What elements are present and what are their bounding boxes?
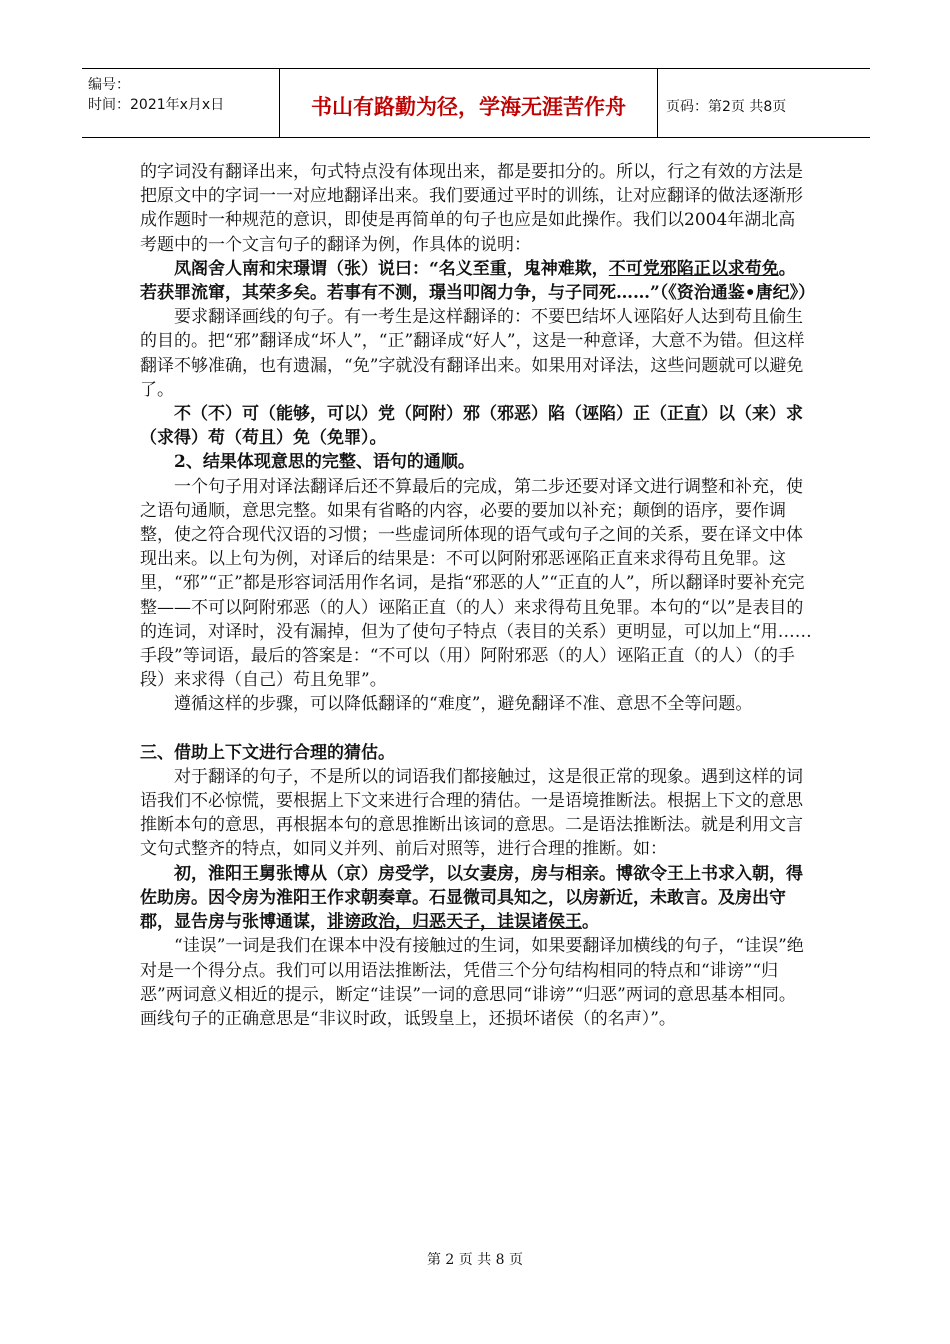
motto-text: 书山有路勤为径，学海无涯苦作舟 — [311, 95, 626, 119]
paragraph: 要求翻译画线的句子。有一考生是这样翻译的：不要巴结坏人诬陷好人达到苟且偷生的目的。把“邪”翻译成“坏人”，“正”翻译成“好人”，这是一种意译，大意不为错。但这样翻译不够准确，也有遗漏，“免”字就没有翻译出来。如果用对译法，这些问题就可以避免了。 — [140, 307, 805, 400]
page-header — [82, 68, 870, 138]
quote-text: 凤阁舍人南和宋璟谓（张）说曰：“名义至重，鬼神难欺， — [174, 258, 609, 279]
quote-passage — [140, 862, 812, 935]
quote-text: 。 — [582, 912, 599, 933]
quote-passage — [140, 257, 816, 305]
header-motto — [280, 69, 658, 137]
underlined-sentence: 诽谤政治，归恶天子，诖误诸侯王 — [327, 912, 582, 933]
spacer — [140, 717, 812, 741]
section-heading: 三、借助上下文进行合理的猜估。 — [140, 742, 395, 763]
paragraph: 一个句子用对译法翻译后还不算最后的完成，第二步还要对译文进行调整和补充，使之语句通顺，意思完整。如果有省略的内容，必要的要加以补充；颠倒的语序，要作调整，使之符合现代汉语的习惯；一些虚词所体现的语气或句子之间的关系，要在译文中体现出来。以上句为例，对译后的结果是：不可以阿附邪恶诬陷正直来求得苟且免罪。这里，“邪”“正”都是形容词活用作名词，是指“邪恶的人”“正直的人”，所以翻译时要补充完整——不可以阿附邪恶（的人）诬陷正直（的人）来求得苟且免罪。本句的“以”是表目的的连词，对译时，没有漏掉，但为了使句子特点（表目的关系）更明显，可以加上“用……手段”等词语，最后的答案是：“不可以（用）阿附邪恶（的人）诬陷正直（的人）（的手段）来求得（自己）苟且免罪”。 — [140, 476, 812, 691]
paragraph: 遵循这样的步骤，可以降低翻译的“难度”，避免翻译不准、意思不全等问题。 — [174, 694, 753, 715]
document-body — [140, 160, 816, 1031]
paragraph: 的字词没有翻译出来，句式特点没有体现出来，都是要扣分的。所以，行之有效的方法是把原文中的字词一一对应地翻译出来。我们要通过平时的训练，让对应翻译的做法逐渐形成作题时一种规范的意识，即使是再简单的句子也应是如此操作。我们以2004年湖北高考题中的一个文言句子的翻译为例，作具体的说明： — [140, 162, 803, 255]
date-label: 时间：2021年x月x日 — [88, 97, 225, 113]
translation-line: 不（不）可（能够，可以）党（阿附）邪（邪恶）陷（诬陷）正（正直）以（来）求（求得）苟（苟且）免（免罪）。 — [140, 404, 803, 449]
header-meta — [82, 69, 280, 137]
page-footer: 第 2 页 共 8 页 — [426, 1252, 524, 1268]
paragraph: “诖误”一词是我们在课本中没有接触过的生词，如果要翻译加横线的句子，“诖误”绝对是一个得分点。我们可以用语法推断法，凭借三个分句结构相同的特点和“诽谤”“归恶”两词意义相近的提示，断定“诖误”一词的意思同“诽谤”“归恶”两词的意思基本相同。画线句子的正确意思是“非议时政，诋毁皇上，还损坏诸侯（的名声）”。 — [140, 936, 804, 1029]
header-page — [658, 69, 870, 137]
page-label: 页码：第2页 共8页 — [666, 99, 787, 115]
underlined-sentence: 不可党邪陷正以求苟免 — [608, 258, 779, 279]
section-heading: 2、结果体现意思的完整、语句的通顺。 — [174, 452, 475, 473]
number-label: 编号： — [88, 77, 130, 93]
quote-text: 。若获罪流窜，其荣多矣。若事有不测，璟当叩阁力争，与子同死……”（《资治通鉴•唐纪》） — [140, 258, 816, 304]
quote-text: 初，淮阳王舅张博从（京）房受学，以女妻房，房与相亲。博欲令王上书求入朝，得佐助房。因令房为淮阳王作求朝奏章。石显微司具知之，以房新近，未敢言。及房出守郡，显告房与张博通谋， — [140, 863, 803, 933]
paragraph: 对于翻译的句子，不是所以的词语我们都接触过，这是很正常的现象。遇到这样的词语我们不必惊慌，要根据上下文来进行合理的猜估。一是语境推断法。根据上下文的意思推断本句的意思，再根据本句的意思推断出该词的意思。二是语法推断法。就是利用文言文句式整齐的特点，如同义并列、前后对照等，进行合理的推断。如： — [140, 766, 803, 860]
